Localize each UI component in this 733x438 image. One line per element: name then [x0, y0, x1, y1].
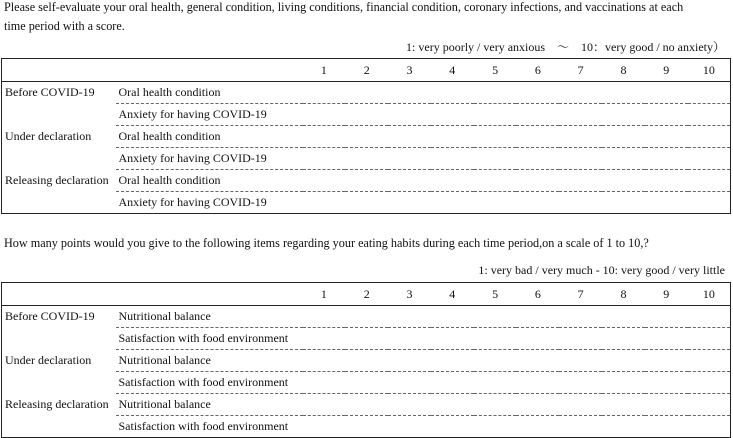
score-cell[interactable]	[474, 104, 517, 126]
period-blank	[2, 148, 116, 170]
score-cell[interactable]	[431, 328, 474, 350]
score-cell[interactable]	[431, 192, 474, 214]
item-label: Nutritional balance	[116, 394, 303, 416]
table-row	[2, 394, 731, 416]
period-label: Before COVID-19	[5, 309, 95, 324]
score-cell[interactable]	[474, 328, 517, 350]
score-header: 6	[516, 59, 559, 82]
score-cell[interactable]	[645, 170, 688, 192]
score-cell[interactable]	[345, 82, 388, 104]
score-cell[interactable]	[602, 148, 645, 170]
score-cell[interactable]	[559, 148, 602, 170]
item-label: Oral health condition	[116, 126, 303, 148]
score-cell[interactable]	[388, 416, 431, 438]
score-cell[interactable]	[345, 372, 388, 394]
score-cell[interactable]	[345, 416, 388, 438]
score-cell[interactable]	[474, 350, 517, 372]
score-cell[interactable]	[345, 350, 388, 372]
score-cell[interactable]	[559, 372, 602, 394]
period-label: Releasing declaration	[5, 397, 109, 411]
score-cell[interactable]	[516, 192, 559, 214]
table-row	[2, 126, 731, 148]
score-cell[interactable]	[474, 192, 517, 214]
score-cell[interactable]	[559, 350, 602, 372]
section1-header-row	[2, 59, 731, 82]
score-cell[interactable]	[388, 306, 431, 328]
score-cell[interactable]	[559, 126, 602, 148]
score-cell[interactable]	[303, 416, 346, 438]
section1-prompt	[4, 0, 730, 36]
period-blank	[2, 328, 116, 350]
score-cell[interactable]	[303, 148, 346, 170]
score-cell[interactable]	[431, 126, 474, 148]
score-header: 6	[516, 283, 559, 306]
score-cell[interactable]	[645, 394, 688, 416]
score-cell[interactable]	[345, 170, 388, 192]
item-label: Oral health condition	[116, 82, 303, 104]
score-header: 10	[688, 59, 731, 82]
section2-scale-note: 1: very bad / very much - 10: very good / very little	[478, 263, 725, 277]
period-label: Releasing declaration	[5, 173, 109, 187]
score-cell[interactable]	[516, 306, 559, 328]
item-label: Satisfaction with food environment	[118, 419, 289, 433]
score-cell[interactable]	[602, 126, 645, 148]
table-row	[2, 192, 731, 214]
score-cell[interactable]	[431, 170, 474, 192]
table-row	[2, 416, 731, 438]
section2-table	[1, 282, 731, 438]
score-cell[interactable]	[516, 350, 559, 372]
header-blank	[116, 59, 303, 82]
score-cell[interactable]	[345, 328, 388, 350]
score-cell[interactable]	[602, 328, 645, 350]
score-cell[interactable]	[602, 192, 645, 214]
score-header: 7	[559, 59, 602, 82]
score-cell[interactable]	[431, 104, 474, 126]
score-cell[interactable]	[474, 394, 517, 416]
section1-prompt-line2: time period with a score.	[4, 19, 125, 33]
period-blank	[2, 416, 116, 438]
score-cell[interactable]	[388, 148, 431, 170]
score-cell[interactable]	[688, 148, 731, 170]
section1-table	[1, 58, 731, 214]
score-cell[interactable]	[303, 328, 346, 350]
score-cell[interactable]	[431, 372, 474, 394]
score-cell[interactable]	[688, 82, 731, 104]
score-cell[interactable]	[345, 148, 388, 170]
score-cell[interactable]	[303, 394, 346, 416]
score-header: 8	[602, 59, 645, 82]
period-blank	[2, 192, 116, 214]
item-label: Nutritional balance	[116, 350, 303, 372]
score-header: 7	[559, 283, 602, 306]
score-cell[interactable]	[431, 148, 474, 170]
score-header: 1	[303, 59, 346, 82]
period-blank	[2, 372, 116, 394]
score-cell[interactable]	[388, 192, 431, 214]
score-cell[interactable]	[431, 394, 474, 416]
score-cell[interactable]	[516, 394, 559, 416]
score-cell[interactable]	[516, 148, 559, 170]
score-cell[interactable]	[303, 104, 346, 126]
score-cell[interactable]	[602, 350, 645, 372]
score-cell[interactable]	[303, 82, 346, 104]
table-row	[2, 104, 731, 126]
score-cell[interactable]	[688, 306, 731, 328]
score-cell[interactable]	[645, 372, 688, 394]
score-header: 1	[303, 283, 346, 306]
score-cell[interactable]	[474, 126, 517, 148]
score-cell[interactable]	[645, 306, 688, 328]
score-cell[interactable]	[516, 82, 559, 104]
item-label: Satisfaction with food environment	[116, 372, 303, 394]
score-cell[interactable]	[431, 350, 474, 372]
table-row	[2, 328, 731, 350]
score-cell[interactable]	[388, 170, 431, 192]
score-header: 9	[645, 283, 688, 306]
score-cell[interactable]	[516, 328, 559, 350]
item-label: Anxiety for having COVID-19	[116, 104, 303, 126]
score-cell[interactable]	[303, 306, 346, 328]
section2-header-row	[2, 283, 731, 306]
score-cell[interactable]	[388, 350, 431, 372]
score-cell[interactable]	[303, 170, 346, 192]
score-cell[interactable]	[431, 82, 474, 104]
item-label: Nutritional balance	[116, 306, 303, 328]
score-cell[interactable]	[474, 82, 517, 104]
score-header: 9	[645, 59, 688, 82]
table-row	[2, 350, 731, 372]
score-cell[interactable]	[559, 82, 602, 104]
score-cell[interactable]	[559, 328, 602, 350]
score-cell[interactable]	[345, 192, 388, 214]
score-cell[interactable]	[645, 148, 688, 170]
score-cell[interactable]	[602, 170, 645, 192]
score-cell[interactable]	[516, 372, 559, 394]
score-cell[interactable]	[474, 170, 517, 192]
score-cell[interactable]	[303, 192, 346, 214]
score-cell[interactable]	[516, 126, 559, 148]
score-cell[interactable]	[559, 192, 602, 214]
score-cell[interactable]	[688, 416, 731, 438]
score-header: 4	[431, 283, 474, 306]
score-cell[interactable]	[688, 328, 731, 350]
score-cell[interactable]	[345, 126, 388, 148]
period-label: Under declaration	[5, 353, 92, 367]
item-label: Satisfaction with food environment	[116, 328, 303, 350]
section1-scale-note: 1: very poorly / very anxious ～ 10：very good / no anxiety）	[406, 40, 725, 54]
score-cell[interactable]	[431, 306, 474, 328]
score-cell[interactable]	[345, 306, 388, 328]
score-cell[interactable]	[345, 394, 388, 416]
header-blank	[116, 283, 303, 306]
header-blank	[2, 283, 116, 306]
score-cell[interactable]	[688, 192, 731, 214]
score-cell[interactable]	[474, 416, 517, 438]
score-cell[interactable]	[388, 126, 431, 148]
table-row	[2, 148, 731, 170]
score-cell[interactable]	[388, 82, 431, 104]
score-cell[interactable]	[602, 82, 645, 104]
score-header: 2	[345, 283, 388, 306]
score-cell[interactable]	[645, 328, 688, 350]
score-cell[interactable]	[688, 126, 731, 148]
score-cell[interactable]	[303, 126, 346, 148]
score-cell[interactable]	[688, 170, 731, 192]
item-label: Oral health condition	[116, 170, 303, 192]
score-header: 3	[388, 283, 431, 306]
section1-prompt-line1: Please self-evaluate your oral health, general condition, living conditions, financial condition, coronary infections, and vaccinations at each	[4, 0, 684, 14]
score-cell[interactable]	[303, 350, 346, 372]
period-blank	[2, 104, 116, 126]
score-header: 5	[474, 283, 517, 306]
score-cell[interactable]	[559, 416, 602, 438]
score-cell[interactable]	[388, 394, 431, 416]
score-cell[interactable]	[388, 104, 431, 126]
score-cell[interactable]	[688, 350, 731, 372]
score-header: 5	[474, 59, 517, 82]
score-cell[interactable]	[474, 372, 517, 394]
table-row	[2, 82, 731, 104]
score-header: 8	[602, 283, 645, 306]
score-cell[interactable]	[474, 148, 517, 170]
score-cell[interactable]	[645, 416, 688, 438]
section2-prompt: How many points would you give to the following items regarding your eating habits during each time period,on a scale of 1 to 10,?	[4, 236, 649, 250]
header-blank	[2, 59, 116, 82]
score-cell[interactable]	[688, 104, 731, 126]
score-cell[interactable]	[559, 104, 602, 126]
score-cell[interactable]	[645, 104, 688, 126]
score-header: 2	[345, 59, 388, 82]
score-cell[interactable]	[388, 372, 431, 394]
score-header: 10	[688, 283, 731, 306]
period-label: Before COVID-19	[5, 85, 95, 100]
score-cell[interactable]	[645, 82, 688, 104]
score-cell[interactable]	[602, 416, 645, 438]
table-row	[2, 372, 731, 394]
score-cell[interactable]	[602, 104, 645, 126]
score-cell[interactable]	[645, 126, 688, 148]
score-cell[interactable]	[602, 372, 645, 394]
score-cell[interactable]	[688, 372, 731, 394]
score-header: 3	[388, 59, 431, 82]
score-cell[interactable]	[303, 372, 346, 394]
score-cell[interactable]	[559, 170, 602, 192]
score-cell[interactable]	[645, 350, 688, 372]
score-cell[interactable]	[388, 328, 431, 350]
score-cell[interactable]	[602, 394, 645, 416]
table-row	[2, 306, 731, 328]
period-label: Under declaration	[5, 129, 92, 143]
score-cell[interactable]	[645, 192, 688, 214]
item-label: Anxiety for having COVID-19	[118, 195, 267, 209]
score-cell[interactable]	[559, 306, 602, 328]
score-cell[interactable]	[474, 306, 517, 328]
score-cell[interactable]	[431, 416, 474, 438]
score-cell[interactable]	[559, 394, 602, 416]
score-cell[interactable]	[602, 306, 645, 328]
score-header: 4	[431, 59, 474, 82]
score-cell[interactable]	[516, 104, 559, 126]
score-cell[interactable]	[516, 170, 559, 192]
score-cell[interactable]	[688, 394, 731, 416]
score-cell[interactable]	[516, 416, 559, 438]
score-cell[interactable]	[345, 104, 388, 126]
table-row	[2, 170, 731, 192]
item-label: Anxiety for having COVID-19	[116, 148, 303, 170]
